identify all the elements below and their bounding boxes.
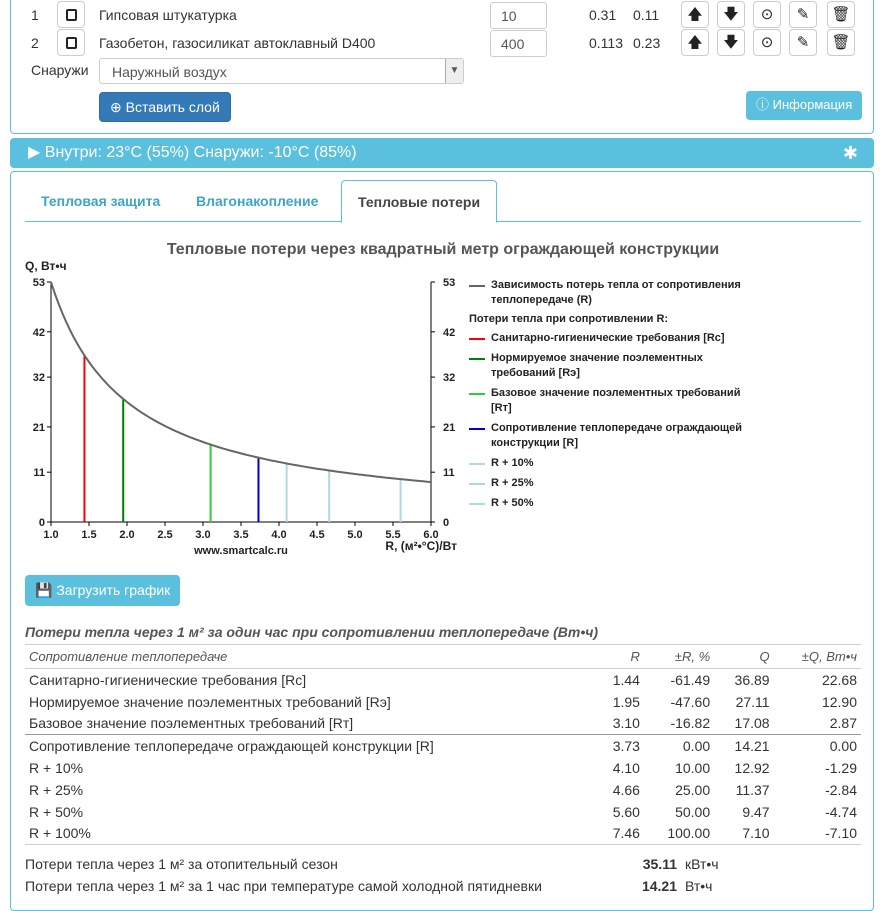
table-row	[25, 735, 861, 757]
layers-panel	[10, 0, 874, 134]
table-cell: 22.68	[821, 671, 857, 688]
tab-heat-loss[interactable]: Тепловые потери	[341, 180, 497, 223]
table-cell: 9.47	[742, 803, 770, 820]
checkbox-icon	[66, 9, 77, 21]
legend-swatch	[469, 483, 485, 485]
y2-tick-label: 42	[443, 326, 456, 339]
table-cell: 4.66	[612, 781, 640, 798]
legend-swatch	[469, 358, 485, 360]
move-down-button[interactable]	[717, 1, 745, 28]
outside-select-value: Наружный воздух	[112, 64, 227, 80]
legend-label: R + 50%	[491, 497, 534, 509]
edit-layer-button[interactable]	[789, 29, 817, 56]
layer-select-checkbox[interactable]	[57, 29, 85, 56]
legend-label: R + 10%	[491, 457, 534, 469]
insert-layer-label: Вставить слой	[125, 99, 220, 115]
snowflake-icon: ✱	[842, 143, 858, 163]
table-cell: 3.10	[612, 715, 640, 732]
summary-value: 14.21	[641, 878, 677, 894]
move-down-button[interactable]	[717, 29, 745, 56]
legend-item	[469, 496, 759, 511]
legend-swatch	[469, 503, 485, 505]
table-cell: -16.82	[670, 715, 711, 732]
table-cell: R + 100%	[25, 823, 595, 845]
table-cell: R + 10%	[29, 759, 84, 776]
arrow-up-icon: 🡅	[687, 6, 703, 23]
layer-mu: 0.11	[633, 7, 660, 23]
layer-thickness-input[interactable]	[490, 2, 547, 29]
table-cell: 10.00	[675, 759, 711, 776]
legend-item-curve	[469, 278, 759, 308]
column-header: R	[595, 645, 644, 669]
column-header: Q	[714, 645, 773, 669]
table-cell: Санитарно-гигиенические требования [Rc]	[29, 671, 307, 688]
table-cell: 17.08	[734, 715, 770, 732]
download-chart-label: Загрузить график	[56, 582, 171, 598]
x-tick-label: 1.0	[43, 529, 59, 541]
layer-name: Газобетон, газосиликат автоклавный D400	[99, 35, 376, 51]
x-tick-label: 3.0	[195, 529, 211, 541]
x-tick-label: 1.5	[81, 529, 97, 541]
table-cell: -47.60	[670, 693, 711, 710]
arrow-up-icon: 🡅	[687, 34, 703, 51]
table-cell: 14.21	[714, 735, 773, 757]
x-tick-label: 2.5	[157, 529, 173, 541]
y-tick-label: 21	[32, 421, 45, 434]
legend-label: R + 25%	[491, 477, 534, 489]
x-tick-label: 5.0	[347, 529, 363, 541]
table-cell: -1.29	[825, 759, 857, 776]
checkbox-icon	[66, 37, 77, 49]
table-cell: Базовое значение поэлементных требований [Rт]	[29, 715, 354, 732]
column-header: ±R, %	[644, 645, 714, 669]
arrow-down-icon: 🡇	[723, 6, 739, 23]
layer-select-checkbox[interactable]	[57, 1, 85, 28]
tabs	[25, 180, 861, 222]
check-layer-button[interactable]	[753, 1, 781, 28]
results-table	[25, 644, 861, 845]
move-up-button[interactable]	[681, 1, 709, 28]
table-cell: 11.37	[735, 781, 770, 798]
summary-unit: Вт•ч	[685, 878, 713, 894]
table-cell: 100.00	[644, 823, 714, 845]
table-cell: 1.44	[612, 671, 640, 688]
x-tick-label: 4.0	[271, 529, 287, 541]
table-cell: 36.89	[734, 671, 770, 688]
legend-label: Базовое значение поэлементных требований [Rт]	[491, 387, 741, 414]
y2-tick-label: 11	[443, 467, 455, 480]
delete-layer-button[interactable]	[827, 1, 855, 28]
pencil-icon: ✎	[796, 6, 810, 23]
table-cell: 25.00	[675, 781, 711, 798]
legend-swatch	[469, 285, 485, 287]
y2-tick-label: 32	[443, 372, 456, 385]
y-axis-label: Q, Вт•ч	[25, 259, 67, 273]
table-cell: Сопротивление теплопередаче ограждающей конструкции [R]	[25, 735, 595, 757]
conditions-bar[interactable]	[10, 138, 874, 168]
table-cell: 0.00	[644, 735, 714, 757]
insert-layer-button[interactable]	[99, 92, 231, 122]
table-cell: 0.00	[774, 735, 861, 757]
legend-label: Нормируемое значение поэлементных требований [Rэ]	[491, 352, 703, 379]
table-header-row	[25, 645, 861, 669]
move-up-button[interactable]	[681, 29, 709, 56]
table-caption: Потери тепла через 1 м² за один час при сопротивлении теплопередаче (Вт•ч)	[25, 624, 599, 640]
table-cell: 7.10	[714, 823, 773, 845]
summary-unit: кВт•ч	[685, 856, 719, 872]
table-row	[25, 757, 861, 779]
legend-item	[469, 331, 759, 346]
y-tick-label: 53	[32, 277, 45, 289]
arrow-down-icon: 🡇	[723, 34, 739, 51]
info-button[interactable]	[746, 91, 862, 120]
table-cell: R + 50%	[29, 803, 84, 820]
delete-layer-button[interactable]	[827, 29, 855, 56]
y-tick-label: 32	[32, 372, 45, 385]
chart-title: Тепловые потери через квадратный метр ограждающей конструкции	[166, 241, 720, 258]
layer-number: 1	[31, 7, 39, 23]
chart-legend	[469, 278, 759, 516]
table-cell: -4.74	[825, 803, 857, 820]
legend-swatch	[469, 338, 485, 340]
x-tick-label: 4.5	[309, 529, 325, 541]
legend-header: Потери тепла при сопротивлении R:	[469, 313, 669, 325]
check-circle-icon: ⊙	[760, 34, 774, 51]
info-label: Информация	[772, 97, 853, 112]
results-panel	[10, 171, 874, 911]
pencil-icon: ✎	[796, 34, 810, 51]
summary-label: Потери тепла через 1 м² за 1 час при температуре самой холодной пятидневки	[25, 878, 542, 894]
outside-label: Снаружи	[31, 62, 89, 78]
table-cell: -61.49	[670, 671, 711, 688]
legend-item	[469, 386, 759, 416]
info-icon: ⓘ	[756, 97, 770, 112]
legend-swatch	[469, 393, 485, 395]
table-row	[25, 669, 861, 691]
table-cell: 50.00	[675, 803, 711, 820]
outside-select[interactable]	[99, 58, 464, 84]
trash-icon: 🗑	[831, 6, 851, 23]
save-icon: 💾	[35, 582, 53, 598]
caret-right-icon: ▶	[28, 144, 41, 161]
table-cell: 5.60	[612, 803, 640, 820]
tab-thermal-protection[interactable]: Тепловая защита	[41, 193, 161, 209]
summary-hour	[25, 878, 713, 894]
x-tick-label: 5.5	[385, 529, 401, 541]
layer-name: Гипсовая штукатурка	[99, 7, 237, 23]
x-tick-label: 3.5	[233, 529, 249, 541]
table-row	[25, 823, 861, 845]
column-header: Сопротивление теплопередаче	[25, 645, 595, 669]
table-row	[25, 779, 861, 801]
y-tick-label: 42	[32, 326, 45, 339]
summary-value: 35.11	[642, 856, 677, 872]
layer-mu: 0.23	[633, 35, 661, 51]
heat-loss-chart	[11, 254, 471, 574]
table-cell: -2.84	[825, 781, 857, 798]
table-row	[25, 691, 861, 713]
table-cell: 27.11	[735, 693, 770, 710]
legend-item	[469, 476, 759, 491]
layer-lambda: 0.31	[589, 7, 617, 23]
y2-tick-label: 0	[443, 517, 450, 529]
heat-loss-curve	[51, 282, 431, 482]
y-tick-label: 11	[33, 467, 45, 480]
legend-item	[469, 456, 759, 471]
table-cell: 1.95	[612, 693, 640, 710]
legend-label: Сопротивление теплопередаче ограждающей конструкции [R]	[491, 422, 743, 449]
legend-swatch	[469, 428, 485, 430]
conditions-text: Внутри: 23°C (55%) Снаружи: -10°C (85%)	[44, 144, 357, 161]
table-cell: -7.10	[774, 823, 861, 845]
layer-row-2	[11, 28, 873, 58]
table-cell: R + 25%	[29, 781, 84, 798]
table-cell: 2.87	[829, 715, 857, 732]
tab-moisture[interactable]: Влагонакопление	[196, 193, 319, 209]
check-layer-button[interactable]	[753, 29, 781, 56]
layer-lambda: 0.113	[589, 35, 623, 51]
layer-row-1	[11, 0, 873, 30]
table-row	[25, 713, 861, 735]
chart-watermark: www.smartcalc.ru	[194, 545, 288, 557]
legend-item	[469, 421, 759, 451]
legend-label: Зависимость потерь тепла от сопротивления теплопередаче (R)	[491, 279, 741, 306]
table-cell: 4.10	[612, 759, 640, 776]
edit-layer-button[interactable]	[789, 1, 817, 28]
table-cell: 7.46	[595, 823, 644, 845]
table-cell: Нормируемое значение поэлементных требований [Rэ]	[29, 693, 391, 710]
table-cell: 12.92	[734, 759, 770, 776]
layer-thickness-input[interactable]	[490, 30, 547, 57]
summary-label: Потери тепла через 1 м² за отопительный сезон	[25, 856, 338, 872]
plus-circle-icon: ⊕	[110, 99, 122, 115]
y2-tick-label: 53	[443, 277, 456, 289]
table-cell: 3.73	[595, 735, 644, 757]
trash-icon: 🗑	[831, 34, 851, 51]
legend-label: Санитарно-гигиенические требования [Rc]	[491, 332, 725, 344]
x-tick-label: 2.0	[119, 529, 135, 541]
y-tick-label: 0	[38, 517, 45, 529]
chevron-down-icon: ▼	[445, 59, 463, 83]
summary-season	[25, 856, 719, 872]
column-header: ±Q, Вт•ч	[774, 645, 861, 669]
table-row	[25, 801, 861, 823]
layer-number: 2	[31, 35, 39, 51]
x-tick-label: 6.0	[423, 529, 439, 541]
download-chart-button[interactable]	[25, 575, 180, 606]
check-circle-icon: ⊙	[760, 6, 774, 23]
table-cell: 12.90	[821, 693, 857, 710]
x-axis-label: R, (м²•°С)/Вт	[385, 539, 457, 553]
legend-swatch	[469, 463, 485, 465]
y2-tick-label: 21	[443, 421, 456, 434]
legend-item	[469, 351, 759, 381]
